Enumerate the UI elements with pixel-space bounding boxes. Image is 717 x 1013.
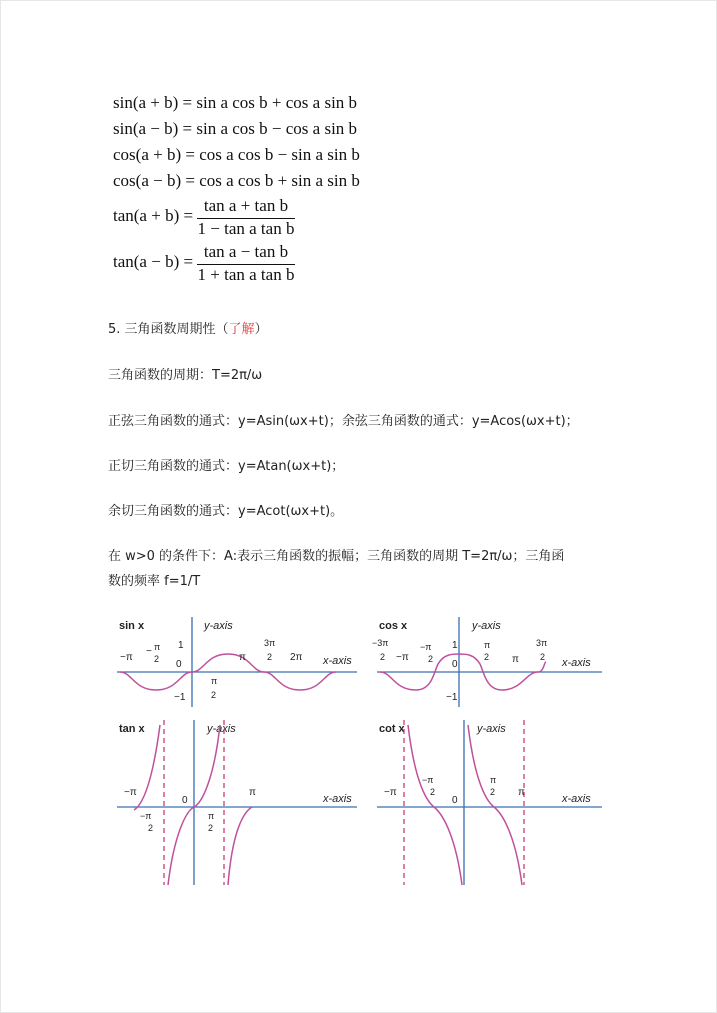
formula-tan-sum-lhs: tan(a + b) =: [113, 206, 194, 225]
formula-tan-diff-lhs: tan(a − b) =: [113, 252, 194, 271]
cos-x-axis-label: x-axis: [562, 657, 591, 669]
sin-tick-pi: π: [239, 652, 246, 663]
tan-tick-pi: π: [249, 787, 256, 798]
cos-tick-three-half-pi-den: 2: [540, 652, 546, 662]
formula-sin-diff: sin(a − b) = sin a cos b − cos a sin b: [113, 119, 358, 138]
formula-cos-diff: cos(a − b) = cos a cos b + sin a sin b: [113, 171, 360, 190]
sin-tick-neg-one: −1: [174, 692, 186, 703]
section-heading: [108, 318, 268, 337]
tan-tick-zero: 0: [182, 795, 188, 806]
heading-main: 5. 三角函数周期性（: [108, 322, 229, 337]
cot-graph-title: cot x: [379, 723, 405, 735]
cos-y-axis-label: y-axis: [472, 620, 501, 632]
cot-y-axis-label: y-axis: [477, 723, 506, 735]
tan-tick-neg-half-pi-den: 2: [148, 823, 154, 833]
cot-x-axis-label: x-axis: [562, 793, 591, 805]
sin-y-axis-label: y-axis: [204, 620, 233, 632]
tan-axes: [117, 720, 357, 885]
cos-graph: [372, 612, 607, 712]
cot-tick-neg-half-pi-den: 2: [430, 787, 436, 797]
cos-tick-neg-three-half-pi-den: 2: [380, 652, 386, 662]
sin-tick-two-pi: 2π: [290, 652, 303, 663]
formula-tan-sum-denominator: 1 − tan a tan b: [197, 219, 295, 238]
tan-graph: [112, 715, 362, 887]
cos-tick-neg-half-pi: −π: [420, 642, 432, 652]
cos-tick-pi: π: [512, 654, 519, 665]
cos-graph-title: cos x: [379, 620, 408, 632]
period-text: 三角函数的周期：T=2π/ω: [108, 368, 263, 383]
cot-general: 余切三角函数的通式：y=Acot(ωx+t)。: [108, 504, 344, 519]
tan-graph-title: tan x: [119, 723, 145, 735]
formula-tan-diff-denominator: 1 + tan a tan b: [197, 265, 295, 284]
cos-tick-zero: 0: [452, 659, 458, 670]
sin-tick-three-half-pi-den: 2: [267, 652, 273, 662]
sin-tick-half-pi: π: [211, 676, 218, 686]
cot-tick-half-pi-den: 2: [490, 787, 496, 797]
formula-sin-sum: sin(a + b) = sin a cos b + cos a sin b: [113, 93, 358, 112]
formula-tan-sum-numerator: tan a + tan b: [203, 196, 289, 215]
sin-tick-half-pi-neg-den: 2: [154, 654, 160, 664]
cos-tick-one: 1: [452, 640, 458, 651]
cos-tick-three-half-pi: 3π: [536, 638, 548, 648]
tan-tick-neg-half-pi: −π: [140, 811, 152, 821]
tan-curve-left: [134, 725, 160, 810]
sin-tick-three-half-pi: 3π: [264, 638, 276, 648]
tan-tick-half-pi: π: [208, 811, 215, 821]
cot-tick-half-pi: π: [490, 775, 497, 785]
cos-tick-half-pi: π: [484, 640, 491, 650]
tan-y-axis-label: y-axis: [207, 723, 236, 735]
heading-end: ）: [254, 322, 268, 337]
cos-tick-half-pi-den: 2: [484, 652, 490, 662]
cos-tick-neg-one: −1: [446, 692, 458, 703]
sin-tick-neg-half-pi: −: [146, 646, 152, 657]
tan-curve-right: [228, 807, 252, 885]
condition-text-line2: 数的频率 f=1/T: [108, 574, 201, 589]
sin-tick-neg-pi: −π: [120, 652, 133, 663]
cot-graph: [372, 715, 607, 887]
formula-cos-sum: cos(a + b) = cos a cos b − sin a sin b: [113, 145, 360, 164]
formula-tan-diff-numerator: tan a − tan b: [203, 242, 289, 261]
tan-x-axis-label: x-axis: [323, 793, 352, 805]
sin-graph-title: sin x: [119, 620, 145, 632]
sin-tick-half-pi-neg: π: [154, 642, 161, 652]
sin-tick-half-pi-den: 2: [211, 690, 217, 700]
cot-tick-neg-pi: −π: [384, 787, 397, 798]
cos-tick-neg-three-half-pi: −3π: [372, 638, 389, 648]
sin-tick-one: 1: [178, 640, 184, 651]
cot-curve-right: [468, 725, 522, 885]
sin-cos-general: 正弦三角函数的通式：y=Asin(ωx+t)；余弦三角函数的通式：y=Acos(ωx+t)；: [108, 414, 579, 429]
tan-tick-half-pi-den: 2: [208, 823, 214, 833]
heading-red: 了解: [228, 322, 255, 337]
tan-general: 正切三角函数的通式：y=Atan(ωx+t)；: [108, 459, 345, 474]
tan-tick-neg-pi: −π: [124, 787, 137, 798]
cot-tick-zero: 0: [452, 795, 458, 806]
sin-graph: [112, 612, 362, 712]
cos-tick-neg-pi: −π: [396, 652, 409, 663]
sin-x-axis-label: x-axis: [323, 655, 352, 667]
sin-tick-zero: 0: [176, 659, 182, 670]
sin-axes: [117, 617, 357, 707]
cos-tick-neg-half-pi-den: 2: [428, 654, 434, 664]
cot-tick-neg-half-pi: −π: [422, 775, 434, 785]
condition-text-line1: 在 w>0 的条件下：A:表示三角函数的振幅；三角函数的周期 T=2π/ω；三角函: [108, 549, 565, 564]
cot-tick-pi: π: [518, 787, 525, 798]
